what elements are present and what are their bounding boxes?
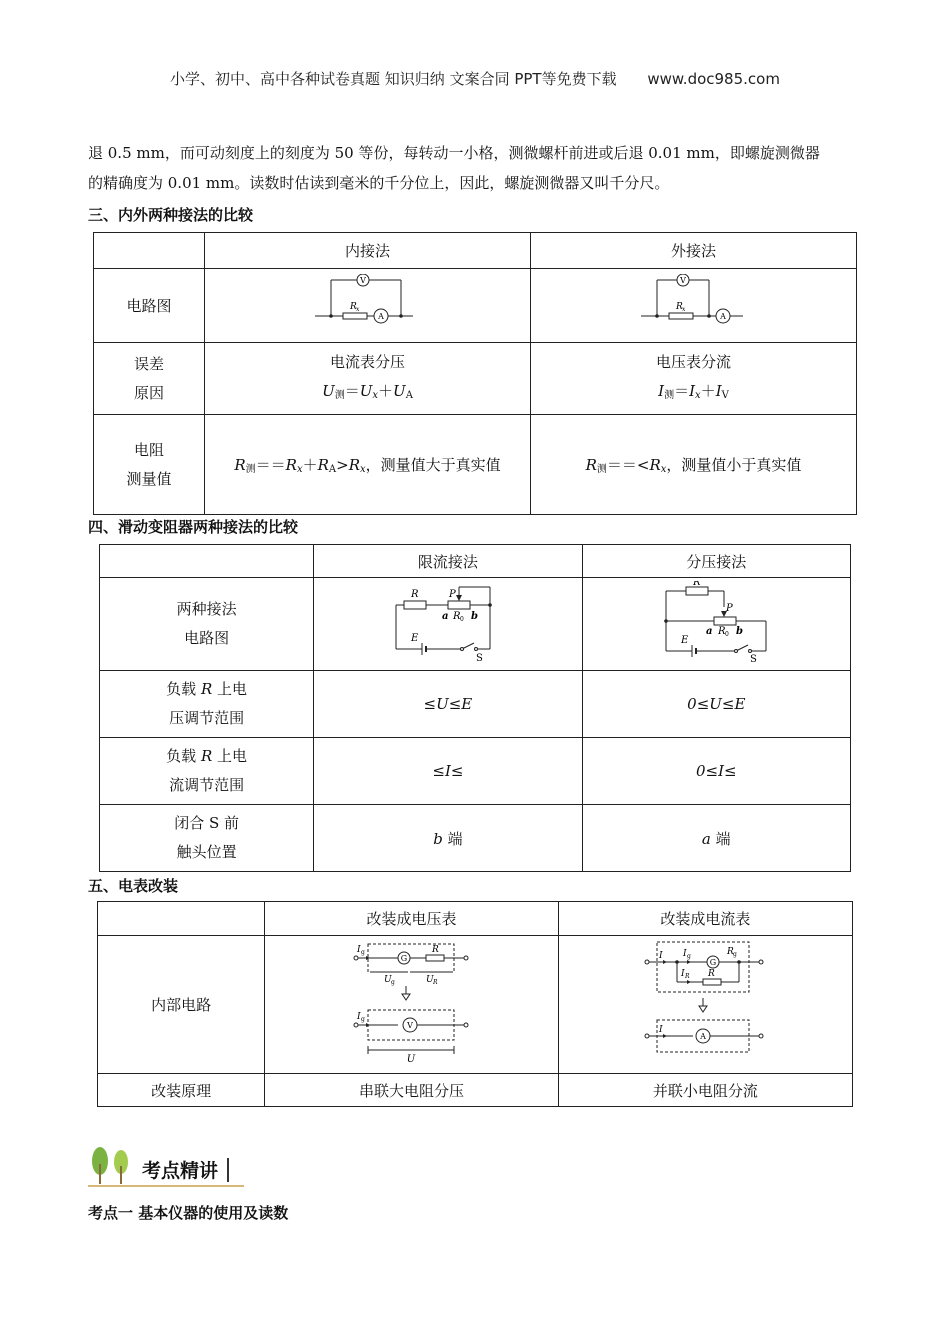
s-label: S [475,653,483,663]
r-label: R [410,589,419,600]
rx-label: R [349,301,357,312]
header-text: 小学、初中、高中各种试卷真题 知识归纳 文案合同 PPT等免费下载 [170,70,617,88]
divider-circuit-cell [582,578,850,671]
row-internal-label: 内部电路 [98,936,265,1074]
col-internal: 内接法 [205,233,531,269]
header-site-link[interactable]: www.doc985.com [647,70,780,88]
section3-title: 三、内外两种接法的比较 [88,206,254,224]
rx-label: R [675,301,683,312]
row-measure-label [94,415,205,515]
section-logo [88,1144,248,1190]
row-circuit-label: 电路图 [94,269,205,343]
internal-measure-cell [205,415,531,515]
internal-measure-formula: $R_测==R_x+R_A>R_x$ [234,456,366,475]
meter-conversion-table [97,901,853,1107]
row-position-label [100,805,314,872]
ig-label: I [356,944,361,955]
limiting-circuit-cell [314,578,582,671]
b-label: b [470,611,478,622]
row-current-line1: 负载 R 上电 [166,747,248,765]
row-voltage-line2: 压调节范围 [169,709,245,727]
topic-title: 考点一 基本仪器的使用及读数 [88,1204,289,1222]
voltmeter-label: V [406,1020,413,1030]
row-voltage-label [100,671,314,738]
intro-paragraph [88,138,868,198]
row-error-line2: 原因 [133,383,164,402]
internal-error-formula: $U_测=U_x+U_A$ [322,381,413,401]
ig-sub: g [687,952,692,960]
page-header [0,68,950,89]
row-position-line2: 触头位置 [176,843,237,861]
p-label: P [726,603,734,614]
external-measure-text: ，测量值小于真实值 [666,456,802,474]
col-external: 外接法 [531,233,857,269]
internal-circuit-cell [205,269,531,343]
logo-text: 考点精讲 [142,1160,219,1182]
ug-sub: g [390,978,395,986]
external-measure-formula: $R_测==<R_x$ [585,456,667,475]
a-label: a [706,626,713,637]
ammeter-conversion-diagram [643,938,767,1068]
r-label: R [708,968,716,979]
r0-label: R [452,611,461,622]
divider-position: a 端 [582,805,850,872]
e-label: E [681,635,689,646]
section4-title: 四、滑动变阻器两种接法的比较 [88,518,299,536]
voltmeter-conversion-cell [265,936,558,1074]
internal-error-reason: 电流表分压 [329,352,405,371]
row-voltage-line1: 负载 R 上电 [166,680,248,698]
row-measure-line1: 电阻 [133,440,164,459]
col-divider: 分压接法 [582,545,850,578]
rx-sub: x [355,305,359,313]
divider-voltage-range: 0≤U≤E [582,671,850,738]
row-diagram-line1: 两种接法 [176,600,237,618]
r0-label: R [718,626,726,637]
i-label-2: I [659,1024,663,1035]
row-diagram-line2: 电路图 [184,629,230,647]
col-limiting: 限流接法 [314,545,582,578]
row-error-line1: 误差 [133,354,164,373]
ammeter-label: A [719,311,726,321]
voltmeter-label: V [679,275,686,285]
external-error-cell [531,343,857,415]
table-corner [100,545,314,578]
row-current-label [100,738,314,805]
row-principle-label: 改装原理 [98,1074,265,1107]
ammeter-principle: 并联小电阻分流 [558,1074,852,1107]
p-label: P [448,589,456,600]
row-current-line2: 流调节范围 [169,776,245,794]
intro-line-1: 退 0.5 mm，而可动刻度上的刻度为 50 等份，每转动一小格，测微螺杆前进或后退 0.01 mm，即螺旋测微器 [88,144,820,162]
a-label: a [441,611,449,622]
col-ammeter: 改装成电流表 [558,902,852,936]
divider-current-range: 0≤I≤ [582,738,850,805]
table-corner [94,233,205,269]
limiting-voltage-range: ≤U≤E [314,671,582,738]
galvanometer-label: G [400,953,407,963]
rheostat-comparison-table [99,544,851,872]
table-corner [98,902,265,936]
ammeter-label: A [377,311,384,321]
divider-circuit-diagram [660,581,772,663]
r-label: R [431,944,439,955]
ur-sub: R [432,978,438,986]
r0-sub: 0 [459,616,464,623]
connection-comparison-table [93,232,857,515]
ir-label: I [681,968,685,979]
e-label: E [410,633,419,644]
r0-sub: 0 [725,631,730,638]
r-label: R [693,581,701,588]
voltmeter-conversion-diagram [352,938,472,1068]
ir-sub: R [685,972,690,980]
col-voltmeter: 改装成电压表 [265,902,558,936]
row-measure-line2: 测量值 [126,469,172,488]
limiting-position: b 端 [314,805,582,872]
ig-sub-2: g [360,1015,365,1023]
external-measure-cell [531,415,857,515]
i-label: I [659,950,663,961]
ig-label: I [683,948,687,959]
ig-sub: g [360,948,365,956]
rx-sub: x [681,305,685,313]
galvanometer-label: G [710,957,717,967]
voltmeter-label: V [359,275,366,285]
internal-measure-text: ，测量值大于真实值 [365,456,501,474]
rg-label: R [727,946,735,957]
b-label: b [736,626,744,637]
row-diagram-label [100,578,314,671]
u-label: U [406,1053,415,1065]
external-circuit-cell [531,269,857,343]
internal-circuit-diagram [313,274,423,334]
ig-label-2: I [356,1011,361,1022]
external-error-formula: $I_测=I_x+I_V$ [658,381,729,401]
external-error-reason: 电压表分流 [655,352,731,371]
rg-sub: g [733,950,738,958]
external-circuit-diagram [639,274,749,334]
ug-label: U [383,974,392,985]
row-position-line1: 闭合 S 前 [174,814,240,832]
voltmeter-principle: 串联大电阻分压 [265,1074,558,1107]
limiting-circuit-diagram [392,581,504,663]
s-label: S [750,654,758,663]
ur-label: U [425,974,434,985]
section5-title: 五、电表改装 [88,877,179,895]
intro-line-2: 的精确度为 0.01 mm。读数时估读到毫米的千分位上，因此，螺旋测微器又叫千分尺。 [88,174,670,192]
limiting-current-range: ≤I≤ [314,738,582,805]
row-error-label [94,343,205,415]
internal-error-cell [205,343,531,415]
ammeter-label: A [700,1031,707,1041]
ammeter-conversion-cell [558,936,852,1074]
